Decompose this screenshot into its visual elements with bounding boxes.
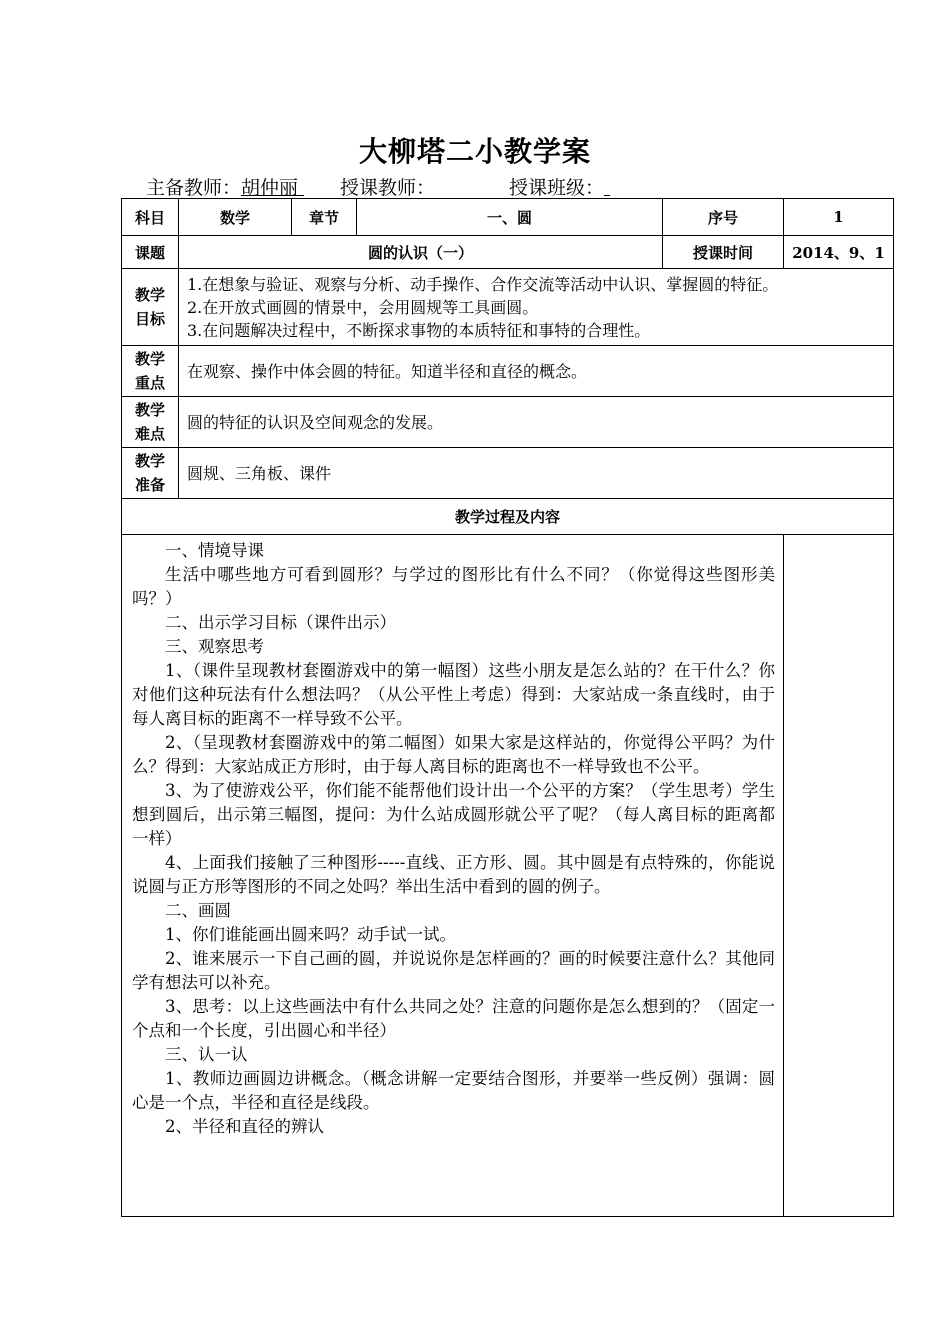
process-notes-column — [784, 535, 894, 1217]
process-paragraph: 生活中哪些地方可看到圆形？与学过的图形比有什么不同？（你觉得这些图形美吗？） — [132, 565, 775, 608]
page-title: 大柳塔二小教学案 — [358, 135, 591, 168]
chapter-label: 章节 — [292, 199, 357, 236]
time-label: 授课时间 — [663, 236, 784, 269]
goal-item: 3.在问题解决过程中，不断探求事物的本质特征和事特的合理性。 — [187, 320, 651, 340]
topic-label: 课题 — [122, 236, 179, 269]
seq-label: 序号 — [663, 199, 784, 236]
teacher-info-line — [146, 173, 622, 200]
table-row-process — [122, 535, 894, 1217]
lead-teacher-blank — [298, 177, 328, 199]
process-paragraph: 2、谁来展示一下自己画的圆，并说说你是怎样画的？画的时候要注意什么？其他同学有想法可以补充。 — [132, 949, 775, 992]
chapter-value: 一、圆 — [357, 199, 663, 236]
table-row-prep — [122, 448, 894, 499]
table-row-difficulty — [122, 397, 894, 448]
difficulty-label: 教学 难点 — [122, 397, 179, 448]
process-paragraph: 4、上面我们接触了三种图形-----直线、正方形、圆。其中圆是有点特殊的，你能说说圆与正方形等图形的不同之处吗？举出生活中看到的圆的例子。 — [132, 853, 775, 896]
seq-value: 1 — [784, 199, 894, 236]
process-paragraph: 三、认一认 — [165, 1045, 248, 1064]
process-paragraph: 二、出示学习目标（课件出示） — [165, 613, 396, 632]
process-paragraph: 2、半径和直径的辨认 — [165, 1117, 324, 1136]
prep-label: 教学 准备 — [122, 448, 179, 499]
class-blank — [604, 177, 622, 199]
table-row-process-header — [122, 499, 894, 535]
goal-item: 1.在想象与验证、观察与分析、动手操作、合作交流等活动中认识、掌握圆的特征。 — [187, 274, 779, 294]
process-paragraph: 3、为了使游戏公平，你们能不能帮他们设计出一个公平的方案？（学生思考）学生想到圆后，出示第三幅图，提问：为什么站成圆形就公平了呢？（每人离目标的距离都一样） — [132, 781, 775, 848]
lead-teacher-name: 胡仲丽 — [241, 177, 299, 199]
lesson-plan-table — [121, 198, 894, 1217]
process-paragraph: 一、情境导课 — [165, 541, 264, 560]
subject-value: 数学 — [179, 199, 292, 236]
subject-label: 科目 — [122, 199, 179, 236]
goals-content — [179, 269, 894, 346]
teaching-teacher-label: 授课教师： — [340, 177, 436, 199]
class-label: 授课班级： — [509, 177, 605, 199]
difficulty-value: 圆的特征的认识及空间观念的发展。 — [179, 397, 894, 448]
goals-label: 教学 目标 — [122, 269, 179, 346]
process-paragraph: 二、画圆 — [165, 901, 231, 920]
time-value: 2014、9、1 — [784, 236, 894, 269]
topic-value: 圆的认识（一） — [179, 236, 663, 269]
process-header: 教学过程及内容 — [122, 499, 894, 535]
prep-value: 圆规、三角板、课件 — [179, 448, 894, 499]
process-paragraph: 1、（课件呈现教材套圈游戏中的第一幅图）这些小朋友是怎么站的？在干什么？你对他们这种玩法有什么想法吗？（从公平性上考虑）得到：大家站成一条直线时，由于每人离目标的距离不一样导致不公平。 — [132, 661, 775, 728]
process-paragraph: 2、（呈现教材套圈游戏中的第二幅图）如果大家是这样站的，你觉得公平吗？为什么？得到：大家站成正方形时，由于每人离目标的距离也不一样导致也不公平。 — [132, 733, 775, 776]
process-paragraph: 1、教师边画圆边讲概念。（概念讲解一定要结合图形，并要举一些反例）强调：圆心是一个点，半径和直径是线段。 — [132, 1069, 775, 1112]
table-row-topic — [122, 236, 894, 269]
focus-value: 在观察、操作中体会圆的特征。知道半径和直径的概念。 — [179, 346, 894, 397]
table-row-focus — [122, 346, 894, 397]
process-paragraph: 1、你们谁能画出圆来吗？动手试一试。 — [165, 925, 456, 944]
table-row-goals — [122, 269, 894, 346]
lead-teacher-label: 主备教师： — [146, 177, 242, 199]
process-paragraph: 三、观察思考 — [165, 637, 264, 656]
process-paragraph: 3、思考：以上这些画法中有什么共同之处？注意的问题你是怎么想到的？（固定一个点和一个长度，引出圆心和半径） — [132, 997, 775, 1040]
table-row-subject — [122, 199, 894, 236]
process-content — [122, 535, 784, 1217]
teaching-teacher-blank — [435, 177, 509, 199]
focus-label: 教学 重点 — [122, 346, 179, 397]
goal-item: 2.在开放式画圆的情景中，会用圆规等工具画圆。 — [187, 297, 539, 317]
